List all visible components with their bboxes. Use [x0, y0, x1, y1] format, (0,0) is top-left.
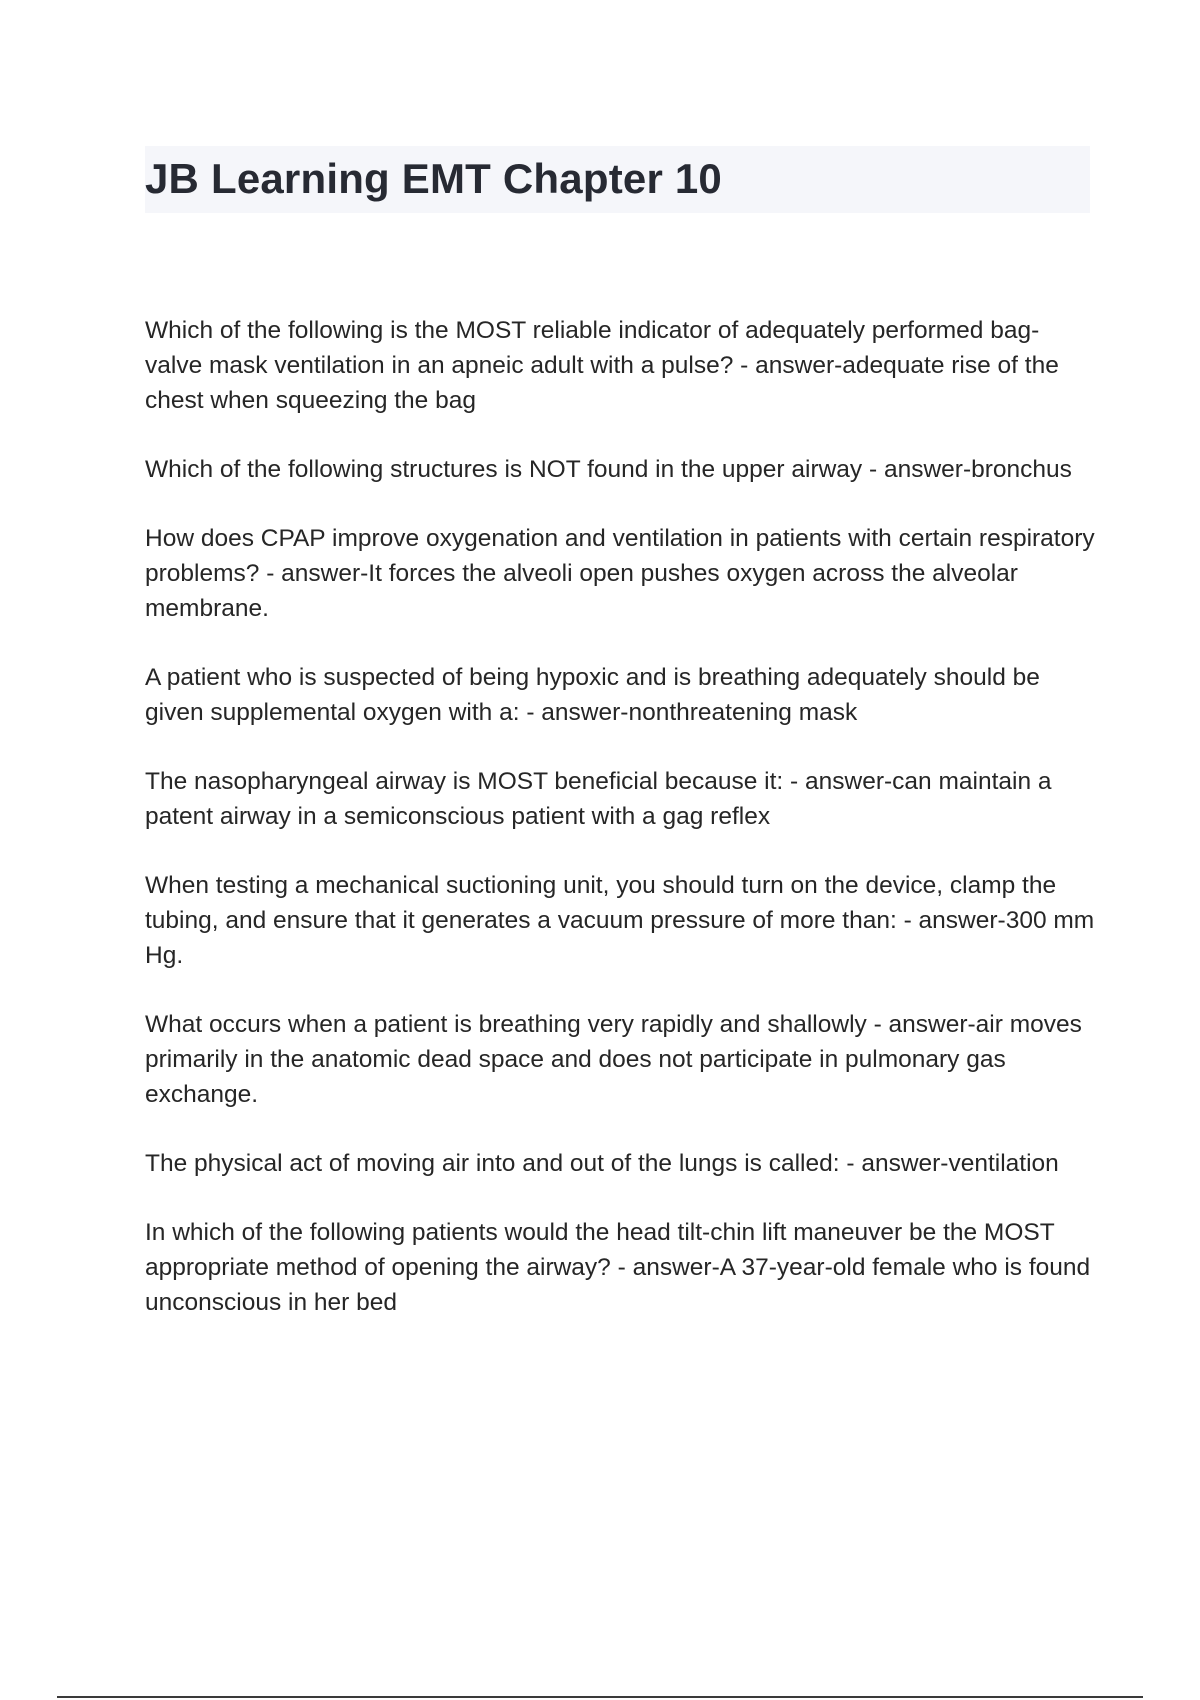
- qa-item-7: What occurs when a patient is breathing very rapidly and shallowly - answer-air moves primarily in the anatomic dead space and does not participate in pulmonary gas exchange.: [145, 1011, 1082, 1108]
- title-band: [145, 146, 1090, 213]
- qa-item-1: Which of the following is the MOST reliable indicator of adequately performed bag-valve mask ventilation in an apneic adult with a pulse? - answer-adequate rise of the chest when squeezing the bag: [145, 317, 1059, 414]
- qa-item-9: In which of the following patients would the head tilt-chin lift maneuver be the MOST appropriate method of opening the airway? - answer-A 37-year-old female who is found unconscious in her bed: [145, 1219, 1091, 1316]
- qa-item-3: How does CPAP improve oxygenation and ventilation in patients with certain respiratory problems? - answer-It forces the alveoli open pushes oxygen across the alveolar membrane.: [145, 525, 1095, 622]
- qa-item-8: The physical act of moving air into and out of the lungs is called: - answer-ventilation: [145, 1150, 1059, 1177]
- qa-item-4: A patient who is suspected of being hypoxic and is breathing adequately should be given supplemental oxygen with a: - answer-nonthreatening mask: [145, 664, 1040, 726]
- footer-rule: [57, 1696, 1143, 1698]
- qa-list: [145, 313, 1095, 1354]
- qa-item-6: When testing a mechanical suctioning unit, you should turn on the device, clamp the tubing, and ensure that it generates a vacuum pressure of more than: - answer-300 mm Hg.: [145, 872, 1095, 969]
- document-title: JB Learning EMT Chapter 10: [145, 155, 722, 202]
- qa-item-2: Which of the following structures is NOT found in the upper airway - answer-bronchus: [145, 456, 1072, 483]
- qa-item-5: The nasopharyngeal airway is MOST beneficial because it: - answer-can maintain a patent airway in a semiconscious patient with a gag reflex: [145, 768, 1052, 830]
